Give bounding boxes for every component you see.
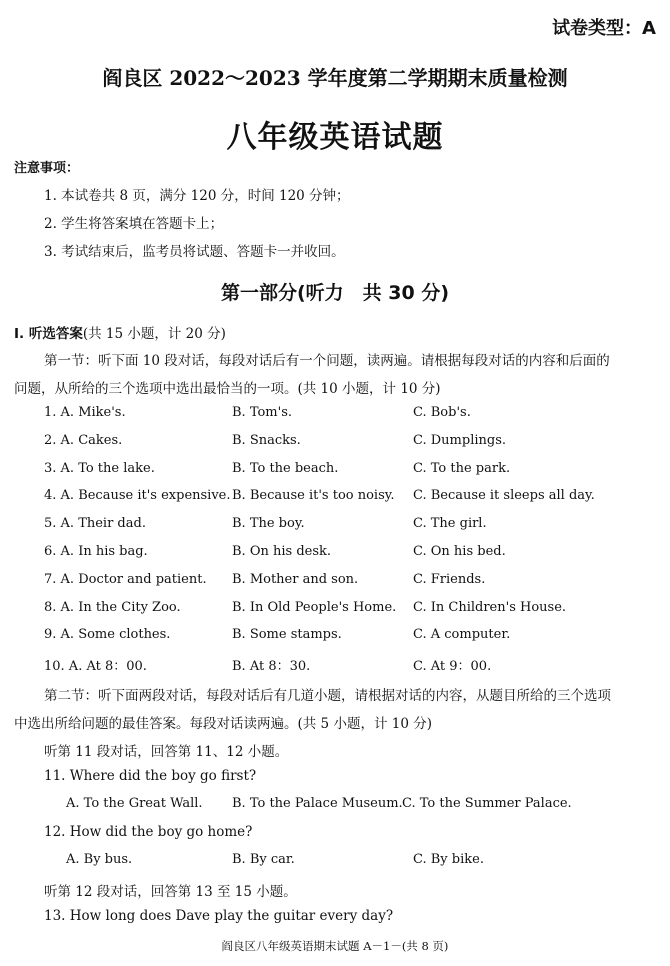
question-11: 11. Where did the boy go first? xyxy=(44,768,257,784)
question-12-option-c: C. By bike. xyxy=(413,852,484,867)
question-3-option-b: B. To the beach. xyxy=(232,460,339,476)
question-8-option-a: 8. A. In the City Zoo. xyxy=(44,599,181,615)
question-1-option-b: B. Tom's. xyxy=(232,405,293,420)
question-9-option-a: 9. A. Some clothes. xyxy=(44,627,171,643)
question-4-option-c: C. Because it sleeps all day. xyxy=(413,488,595,504)
question-10-option-a: 10. A. At 8：00. xyxy=(44,659,147,675)
question-3-option-c: C. To the park. xyxy=(413,460,511,476)
notes-heading: 注意事项： xyxy=(14,161,80,176)
question-2-option-c: C. Dumplings. xyxy=(413,432,507,448)
question-9-option-b: B. Some stamps. xyxy=(232,627,342,643)
question-12-option-a: A. By bus. xyxy=(66,852,133,867)
paper-type-label: 试卷类型：A xyxy=(552,18,656,39)
listen-instruction-12: 听第 12 段对话，回答第 13 至 15 小题。 xyxy=(44,884,297,900)
question-1-option-c: C. Bob's. xyxy=(413,405,471,420)
question-6-option-a: 6. A. In his bag. xyxy=(44,544,148,559)
question-5-option-b: B. The boy. xyxy=(232,516,305,532)
question-1-option-a: 1. A. Mike's. xyxy=(44,405,126,420)
question-5-option-a: 5. A. Their dad. xyxy=(44,516,146,532)
note-item: 3. 考试结束后，监考员将试题、答题卡一并收回。 xyxy=(44,244,345,260)
question-6-option-b: B. On his desk. xyxy=(232,544,332,559)
section2-instructions-line2: 中选出所给问题的最佳答案。每段对话读两遍。(共 5 小题，计 10 分) xyxy=(14,716,432,732)
question-8-option-b: B. In Old People's Home. xyxy=(232,599,397,615)
question-3-option-a: 3. A. To the lake. xyxy=(44,460,155,476)
question-11-option-b: B. To the Palace Museum. xyxy=(232,796,403,811)
question-5-option-c: C. The girl. xyxy=(413,516,487,532)
section2-instructions-line1: 第二节：听下面两段对话，每段对话后有几道小题，请根据对话的内容，从题目所给的三个选项 xyxy=(44,688,611,704)
question-12-option-b: B. By car. xyxy=(232,852,295,867)
question-2-option-a: 2. A. Cakes. xyxy=(44,432,123,448)
section-heading-bold: Ⅰ. 听选答案 xyxy=(14,326,83,342)
question-2-option-b: B. Snacks. xyxy=(232,432,301,448)
question-6-option-c: C. On his bed. xyxy=(413,544,506,559)
question-12: 12. How did the boy go home? xyxy=(44,824,253,840)
note-item: 1. 本试卷共 8 页，满分 120 分，时间 120 分钟； xyxy=(44,188,350,204)
part-one-title: 第一部分(听力 共 30 分) xyxy=(220,282,450,304)
question-9-option-c: C. A computer. xyxy=(413,627,511,643)
section-heading-rest: (共 15 小题，计 20 分) xyxy=(82,326,226,342)
question-4-option-a: 4. A. Because it's expensive. xyxy=(44,488,231,504)
question-7-option-b: B. Mother and son. xyxy=(232,571,359,587)
question-8-option-c: C. In Children's House. xyxy=(413,599,567,615)
question-13: 13. How long does Dave play the guitar every day? xyxy=(44,908,394,924)
question-11-option-a: A. To the Great Wall. xyxy=(66,796,203,811)
question-4-option-b: B. Because it's too noisy. xyxy=(232,488,395,504)
section1-instructions-line1: 第一节：听下面 10 段对话，每段对话后有一个问题，读两遍。请根据每段对话的内容和后面的 xyxy=(44,353,610,369)
listen-instruction-11: 听第 11 段对话，回答第 11、12 小题。 xyxy=(44,744,289,760)
page-footer: 阎良区八年级英语期末试题 A－1－(共 8 页) xyxy=(221,939,449,953)
exam-title: 阎良区 2022～2023 学年度第二学期期末质量检测 xyxy=(102,66,568,90)
question-7-option-c: C. Friends. xyxy=(413,571,486,587)
page-title: 八年级英语试题 xyxy=(226,120,444,155)
note-item: 2. 学生将答案填在答题卡上； xyxy=(44,216,224,232)
question-10-option-c: C. At 9：00. xyxy=(413,659,492,675)
question-11-option-c: C. To the Summer Palace. xyxy=(402,796,572,811)
section1-instructions-line2: 问题，从所给的三个选项中选出最恰当的一项。(共 10 小题，计 10 分) xyxy=(14,381,441,397)
question-7-option-a: 7. A. Doctor and patient. xyxy=(44,571,207,587)
section-heading xyxy=(14,322,226,342)
question-10-option-b: B. At 8：30. xyxy=(232,659,311,675)
